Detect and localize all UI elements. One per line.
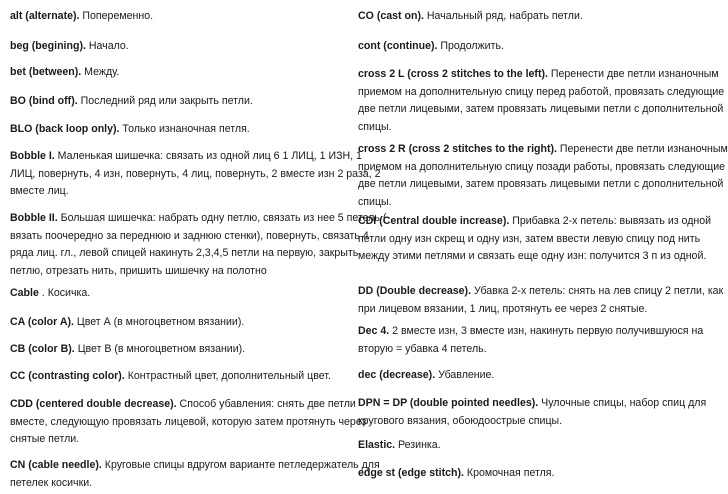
entry-term: Bobble I. bbox=[10, 150, 55, 162]
glossary-entry bbox=[358, 437, 441, 455]
entry-definition: Цвет В (в многоцветном вязании). bbox=[74, 343, 246, 355]
entry-term: BLO (back loop only). bbox=[10, 123, 120, 135]
entry-definition: приемом на дополнительную спицу позади работы, провязать следующие bbox=[358, 160, 726, 173]
entry-definition: Убавление. bbox=[435, 369, 495, 381]
entry-line bbox=[10, 457, 380, 475]
entry-term: cont (continue). bbox=[358, 40, 438, 52]
entry-definition: Способ убавления: снять две петли bbox=[176, 398, 356, 410]
glossary-entry bbox=[10, 457, 380, 492]
entry-definition: Убавка 2-х петель: снять на лев спицу 2 петли, как bbox=[471, 285, 724, 297]
entry-line bbox=[10, 414, 366, 432]
entry-definition: Кромочная петля. bbox=[463, 467, 555, 479]
entry-term: DD (Double decrease). bbox=[358, 285, 472, 297]
entry-definition: Между. bbox=[81, 66, 120, 78]
entry-definition: 2 вместе изн, 3 вместе изн, накинуть первую получившуюся на bbox=[389, 325, 704, 337]
entry-definition: вместе лиц. bbox=[10, 185, 69, 197]
glossary-entry bbox=[358, 66, 724, 136]
glossary-entry bbox=[358, 8, 583, 26]
entry-line bbox=[10, 64, 119, 82]
entry-line bbox=[10, 166, 380, 184]
entry-line bbox=[10, 93, 253, 111]
entry-definition: приемом на дополнительную спицу перед работой, провязать следующие bbox=[358, 85, 725, 98]
entry-definition: петелек косички. bbox=[10, 476, 93, 489]
entry-definition: Попеременно. bbox=[79, 10, 154, 22]
entry-line bbox=[358, 248, 711, 266]
entry-line bbox=[358, 341, 703, 359]
entry-definition: ЛИЦ, повернуть, 4 изн, повернуть, 4 лиц, повернуть, 2 вместе изн 2 раза, 2 bbox=[10, 167, 381, 180]
entry-term: BO (bind off). bbox=[10, 95, 78, 107]
entry-definition: Последний ряд или закрыть петли. bbox=[77, 95, 253, 107]
entry-term: edge st (edge stitch). bbox=[358, 467, 464, 479]
entry-definition: Перенести две петли изнаночным bbox=[547, 68, 719, 80]
entry-line bbox=[10, 148, 380, 166]
entry-definition: Прибавка 2-х петель: вывязать из одной bbox=[509, 215, 712, 227]
entry-definition: при лицевом вязании, 1 лиц, протянуть ее через 2 снятые. bbox=[358, 302, 648, 315]
glossary-entry bbox=[358, 141, 728, 211]
entry-line bbox=[358, 159, 728, 177]
glossary-entry bbox=[358, 367, 494, 385]
entry-definition: Маленькая шишечка: связать из одной лиц 6 1 ЛИЦ, 1 ИЗН, 1 bbox=[54, 150, 362, 162]
entry-line bbox=[10, 8, 153, 26]
entry-term: cross 2 L (cross 2 stitches to the left). bbox=[358, 68, 548, 80]
entry-definition: ряда лиц. гл., левой спицей накинуть 2,3,4,5 петли на первую, закрыть bbox=[10, 247, 359, 259]
entry-line bbox=[358, 194, 728, 212]
entry-definition: петлю, отрезать нить, пришить шишечку на полотно bbox=[10, 264, 267, 277]
entry-definition: две петли лицевыми, затем провязать лицевыми петли с дополнительной bbox=[358, 178, 724, 190]
entry-definition: Продолжить. bbox=[437, 40, 504, 52]
entry-definition: между этими петлями и связать еще одну изн: получится 3 п из одной. bbox=[358, 250, 707, 262]
entry-term: Dec 4. bbox=[358, 325, 390, 337]
entry-definition: Начало. bbox=[85, 40, 129, 52]
entry-line bbox=[10, 368, 331, 386]
entry-line bbox=[358, 301, 723, 319]
glossary-entry bbox=[10, 314, 244, 332]
entry-definition: Круговые спицы вдругом варианте петледержатель для bbox=[101, 459, 380, 471]
glossary-entry bbox=[10, 210, 386, 280]
entry-line bbox=[358, 141, 728, 159]
entry-term: CDD (centered double decrease). bbox=[10, 398, 177, 410]
entry-definition: спицы. bbox=[358, 195, 392, 208]
entry-line bbox=[10, 38, 129, 56]
entry-definition: снятые петли. bbox=[10, 433, 80, 445]
entry-term: CN (cable needle). bbox=[10, 459, 102, 471]
entry-definition: петли одну изн скрещ и одну изн, затем ввести левую спицу под нить bbox=[358, 232, 701, 245]
entry-line bbox=[10, 210, 386, 228]
entry-term: cross 2 R (cross 2 stitches to the right). bbox=[358, 143, 557, 155]
entry-line bbox=[358, 437, 441, 455]
entry-definition: вторую = убавка 4 петель. bbox=[358, 342, 487, 355]
entry-term: dec (decrease). bbox=[358, 369, 436, 381]
entry-definition: Резинка. bbox=[395, 439, 441, 451]
entry-definition: Перенести две петли изнаночным bbox=[556, 143, 728, 155]
entry-line bbox=[10, 285, 90, 303]
glossary-entry bbox=[10, 121, 250, 139]
glossary-entry bbox=[10, 341, 245, 359]
glossary-entry bbox=[358, 323, 703, 358]
entry-term: Elastic. bbox=[358, 439, 396, 451]
entry-definition: две петли лицевыми, затем провязать лицевыми петли с дополнительной bbox=[358, 103, 724, 115]
entry-term: DPN = DP (double pointed needles). bbox=[358, 397, 539, 409]
entry-line bbox=[10, 183, 380, 201]
entry-definition: Большая шишечка: набрать одну петлю, связать из нее 5 петель ( bbox=[57, 212, 387, 224]
entry-term: bet (between). bbox=[10, 66, 82, 78]
entry-line bbox=[10, 228, 386, 246]
glossary-entry bbox=[10, 368, 331, 386]
entry-term: CDI (Central double increase). bbox=[358, 215, 510, 227]
entry-line bbox=[10, 341, 245, 359]
glossary-entry bbox=[358, 395, 706, 430]
glossary-entry bbox=[10, 64, 119, 82]
entry-line bbox=[358, 119, 724, 137]
entry-term: Bobble II. bbox=[10, 212, 58, 224]
entry-definition: Чулочные спицы, набор спиц для bbox=[538, 397, 707, 409]
entry-definition: вязать поочередно за переднюю и заднюю стенки), повернуть, связать 4 bbox=[10, 229, 369, 242]
entry-definition: Контрастный цвет, дополнительный цвет. bbox=[124, 370, 331, 382]
glossary-entry bbox=[10, 8, 153, 26]
entry-line bbox=[358, 395, 706, 413]
entry-term: CC (contrasting color). bbox=[10, 370, 125, 382]
entry-line bbox=[358, 38, 504, 56]
entry-line bbox=[10, 263, 386, 281]
entry-line bbox=[10, 475, 380, 493]
entry-definition: Только изнаночная петля. bbox=[119, 123, 250, 135]
entry-line bbox=[358, 84, 724, 102]
glossary-entry bbox=[10, 285, 90, 303]
entry-definition: Начальный ряд, набрать петли. bbox=[423, 10, 583, 22]
glossary-entry bbox=[10, 93, 253, 111]
glossary-entry bbox=[358, 38, 504, 56]
entry-definition: Цвет А (в многоцветном вязании). bbox=[73, 316, 245, 328]
entry-term: beg (begining). bbox=[10, 40, 86, 52]
entry-definition: кругового вязания, обоюдоострые спицы. bbox=[358, 414, 563, 427]
entry-term: CA (color A). bbox=[10, 316, 74, 328]
entry-line bbox=[10, 314, 244, 332]
entry-line bbox=[358, 66, 724, 84]
entry-line bbox=[358, 213, 711, 231]
entry-line bbox=[358, 413, 706, 431]
entry-term: CB (color B). bbox=[10, 343, 75, 355]
entry-line bbox=[10, 396, 366, 414]
entry-term: alt (alternate). bbox=[10, 10, 80, 22]
entry-line bbox=[358, 367, 494, 385]
entry-line bbox=[10, 431, 366, 449]
glossary-entry bbox=[10, 396, 366, 449]
entry-line bbox=[358, 101, 724, 119]
entry-line bbox=[358, 465, 555, 483]
glossary-entry bbox=[358, 213, 711, 266]
glossary-entry bbox=[10, 38, 129, 56]
glossary-entry bbox=[358, 283, 723, 318]
entry-term: Cable bbox=[10, 287, 39, 299]
entry-line bbox=[358, 283, 723, 301]
entry-line bbox=[358, 231, 711, 249]
glossary-entry bbox=[358, 465, 555, 483]
entry-line bbox=[358, 323, 703, 341]
entry-term: CO (cast on). bbox=[358, 10, 424, 22]
entry-definition: вместе, следующую провязать лицевой, которую затем протянуть через bbox=[10, 415, 367, 428]
entry-definition: . Косичка. bbox=[38, 287, 91, 299]
entry-line bbox=[358, 8, 583, 26]
entry-line bbox=[10, 245, 386, 263]
glossary-entry bbox=[10, 148, 380, 201]
entry-line bbox=[358, 176, 728, 194]
entry-definition: спицы. bbox=[358, 120, 392, 133]
entry-line bbox=[10, 121, 250, 139]
